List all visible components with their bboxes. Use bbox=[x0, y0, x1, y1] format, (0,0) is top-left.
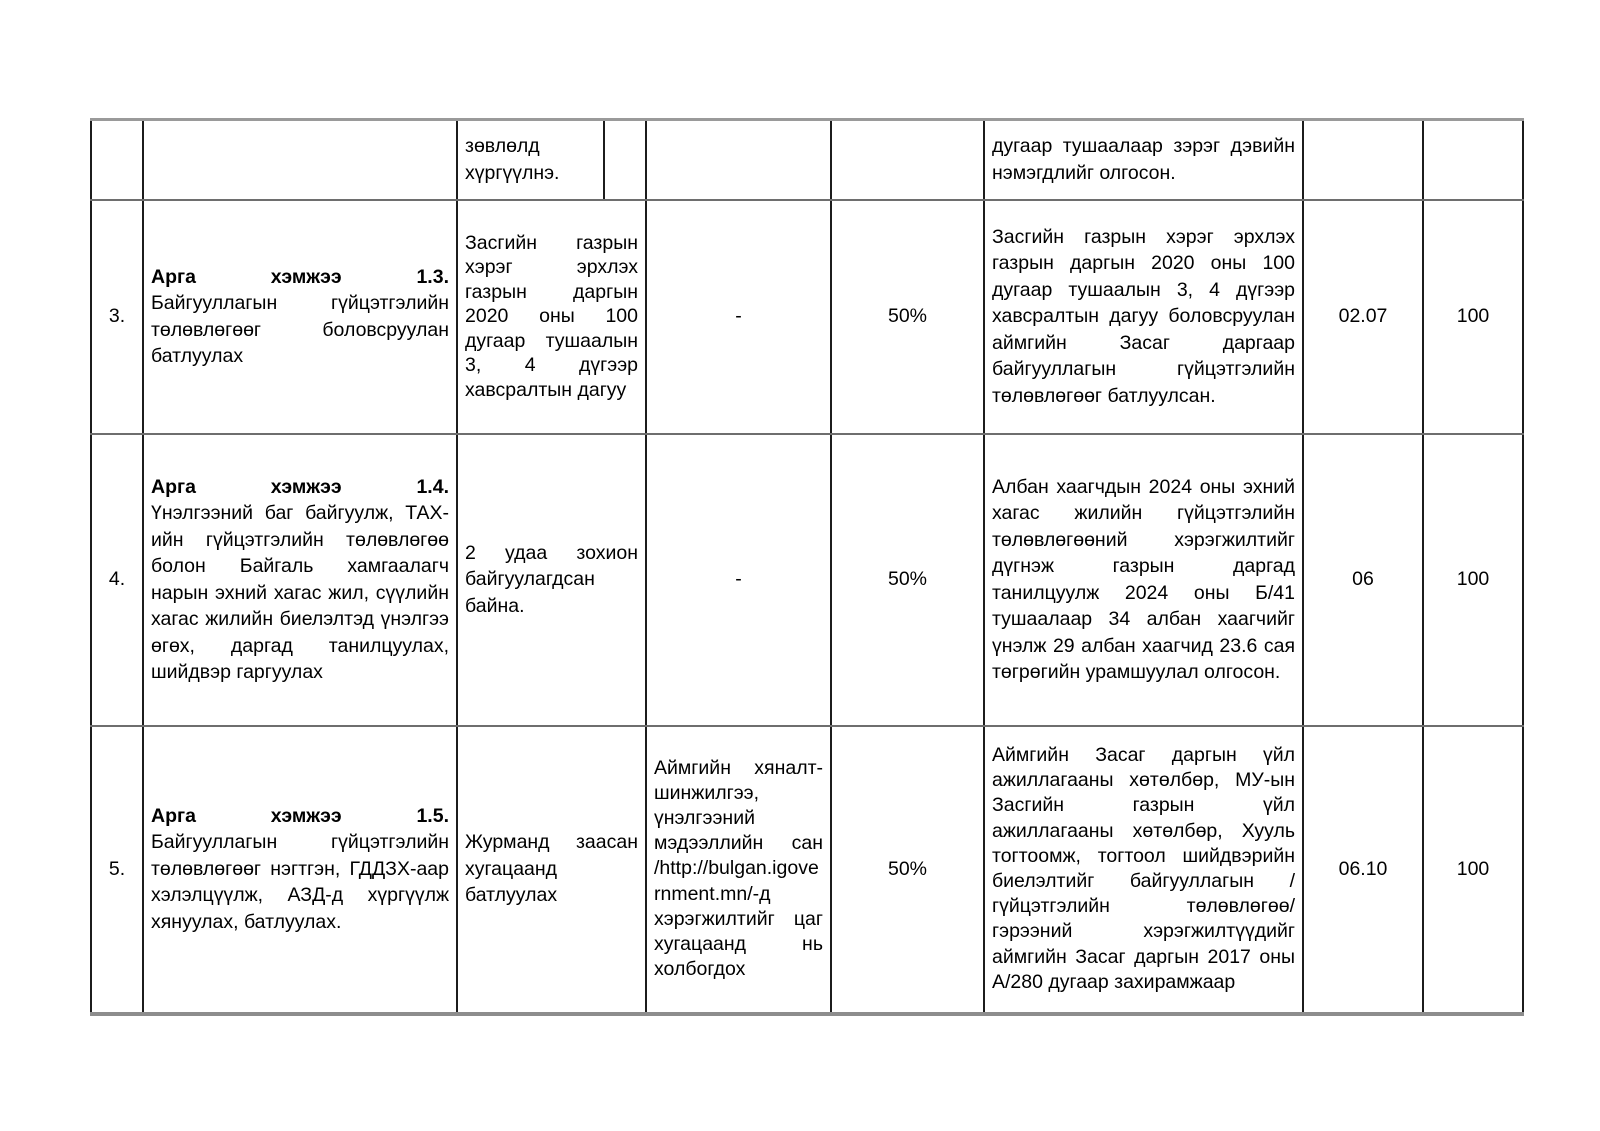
measure-body: Байгууллагын гүйцэтгэлийн төлөвлөгөөг боловсруулан батлуулах bbox=[151, 292, 449, 367]
split-cell bbox=[604, 120, 646, 200]
result-cell bbox=[984, 200, 1303, 434]
measure-body: Үнэлгээний баг байгуулж, ТАХ-ийн гүйцэтгэлийн төлөвлөгөө болон Байгаль хамгаалагч нарын эхний хагас жил, сүүлийн хагас жилийн биелэлтэд үнэлгээ өгөх, даргад танилцуулах, шийдвэр гаргуулах bbox=[151, 502, 449, 683]
plan-cell bbox=[457, 120, 604, 200]
row-number-cell: 4. bbox=[91, 434, 143, 726]
row-number-cell bbox=[91, 120, 143, 200]
target-cell: - bbox=[646, 200, 831, 434]
result-cell bbox=[984, 726, 1303, 1014]
target-cell bbox=[646, 120, 831, 200]
measure-cell bbox=[143, 726, 457, 1014]
plan-text: зөвлөлд хүргүүлнэ. bbox=[465, 135, 560, 184]
date-cell: 06.10 bbox=[1303, 726, 1423, 1014]
measure-body: Байгууллагын гүйцэтгэлийн төлөвлөгөөг нэгтгэн, ГДДЗХ-аар хэлэлцүүлж, АЗД-д хүргүүлж хянуулах, батлуулах. bbox=[151, 831, 449, 933]
measure-cell bbox=[143, 120, 457, 200]
score-cell bbox=[1423, 120, 1523, 200]
carryover-row bbox=[91, 120, 1523, 200]
measure-cell bbox=[143, 434, 457, 726]
date-cell: 06 bbox=[1303, 434, 1423, 726]
plan-cell bbox=[457, 200, 646, 434]
result-cell bbox=[984, 120, 1303, 200]
score-cell: 100 bbox=[1423, 434, 1523, 726]
measure-cell bbox=[143, 200, 457, 434]
result-text: Албан хаагчдын 2024 оны эхний хагас жилийн гүйцэтгэлийн төлөвлөгөөний хэрэгжилтийг дүгнэж газрын даргад танилцуулж 2024 оны Б/41 тушаалаар 34 албан хаагчийг үнэлж 29 албан хаагчид 23.6 сая төгрөгийн урамшуулал олгосон. bbox=[992, 475, 1295, 683]
row-number-cell: 3. bbox=[91, 200, 143, 434]
score-cell: 100 bbox=[1423, 726, 1523, 1014]
result-text: дугаар тушаалаар зэрэг дэвийн нэмэгдлийг олгосон. bbox=[992, 135, 1295, 184]
score-cell: 100 bbox=[1423, 200, 1523, 434]
result-text: Аймгийн Засаг даргын үйл ажиллагааны хөтөлбөр, МУ-ын Засгийн газрын үйл ажиллагааны хөтөлбөр, Хууль тогтоомж, тогтоол шийдвэрийн биелэлтийг байгууллагын /гүйцэтгэлийн төлөвлөгөө/ гэрээний хэрэгжилтүүдийг аймгийн Засаг даргын 2017 оны А/280 дугаар захирамжаар bbox=[992, 743, 1295, 993]
weight-cell: 50% bbox=[831, 726, 984, 1014]
row-number-cell: 5. bbox=[91, 726, 143, 1014]
measure-title: Арга хэмжээ 1.5. bbox=[151, 804, 449, 827]
date-cell: 02.07 bbox=[1303, 200, 1423, 434]
plan-text: Засгийн газрын хэрэг эрхлэх газрын даргын 2020 оны 100 дугаар тушаалын 3, 4 дүгээр хавсралтын дагуу bbox=[465, 232, 638, 401]
plan-cell: 2 удаа зохион байгуулагдсан байна. bbox=[457, 434, 646, 726]
result-text: Засгийн газрын хэрэг эрхлэх газрын даргын 2020 оны 100 дугаар тушаалын 3, 4 дүгээр хавсралтын дагуу боловсруулан аймгийн Засаг даргаар байгууллагын гүйцэтгэлийн төлөвлөгөөг батлуулсан. bbox=[992, 225, 1295, 407]
table-row bbox=[91, 726, 1523, 1014]
weight-cell bbox=[831, 120, 984, 200]
result-cell bbox=[984, 434, 1303, 726]
measure-title: Арга хэмжээ 1.3. bbox=[151, 265, 449, 288]
table-row bbox=[91, 200, 1523, 434]
target-cell bbox=[646, 726, 831, 1014]
plan-cell: Журманд заасан хугацаанд батлуулах bbox=[457, 726, 646, 1014]
measure-title: Арга хэмжээ 1.4. bbox=[151, 475, 449, 498]
weight-cell: 50% bbox=[831, 200, 984, 434]
target-text: Аймгийн хяналт-шинжилгээ, үнэлгээний мэдээллийн сан /http://bulgan.igovernment.mn/-д хэрэгжилтийг цаг хугацаанд нь холбогдох bbox=[654, 756, 823, 981]
target-cell: - bbox=[646, 434, 831, 726]
weight-cell: 50% bbox=[831, 434, 984, 726]
table-row bbox=[91, 434, 1523, 726]
performance-report-table bbox=[90, 118, 1524, 1016]
date-cell bbox=[1303, 120, 1423, 200]
